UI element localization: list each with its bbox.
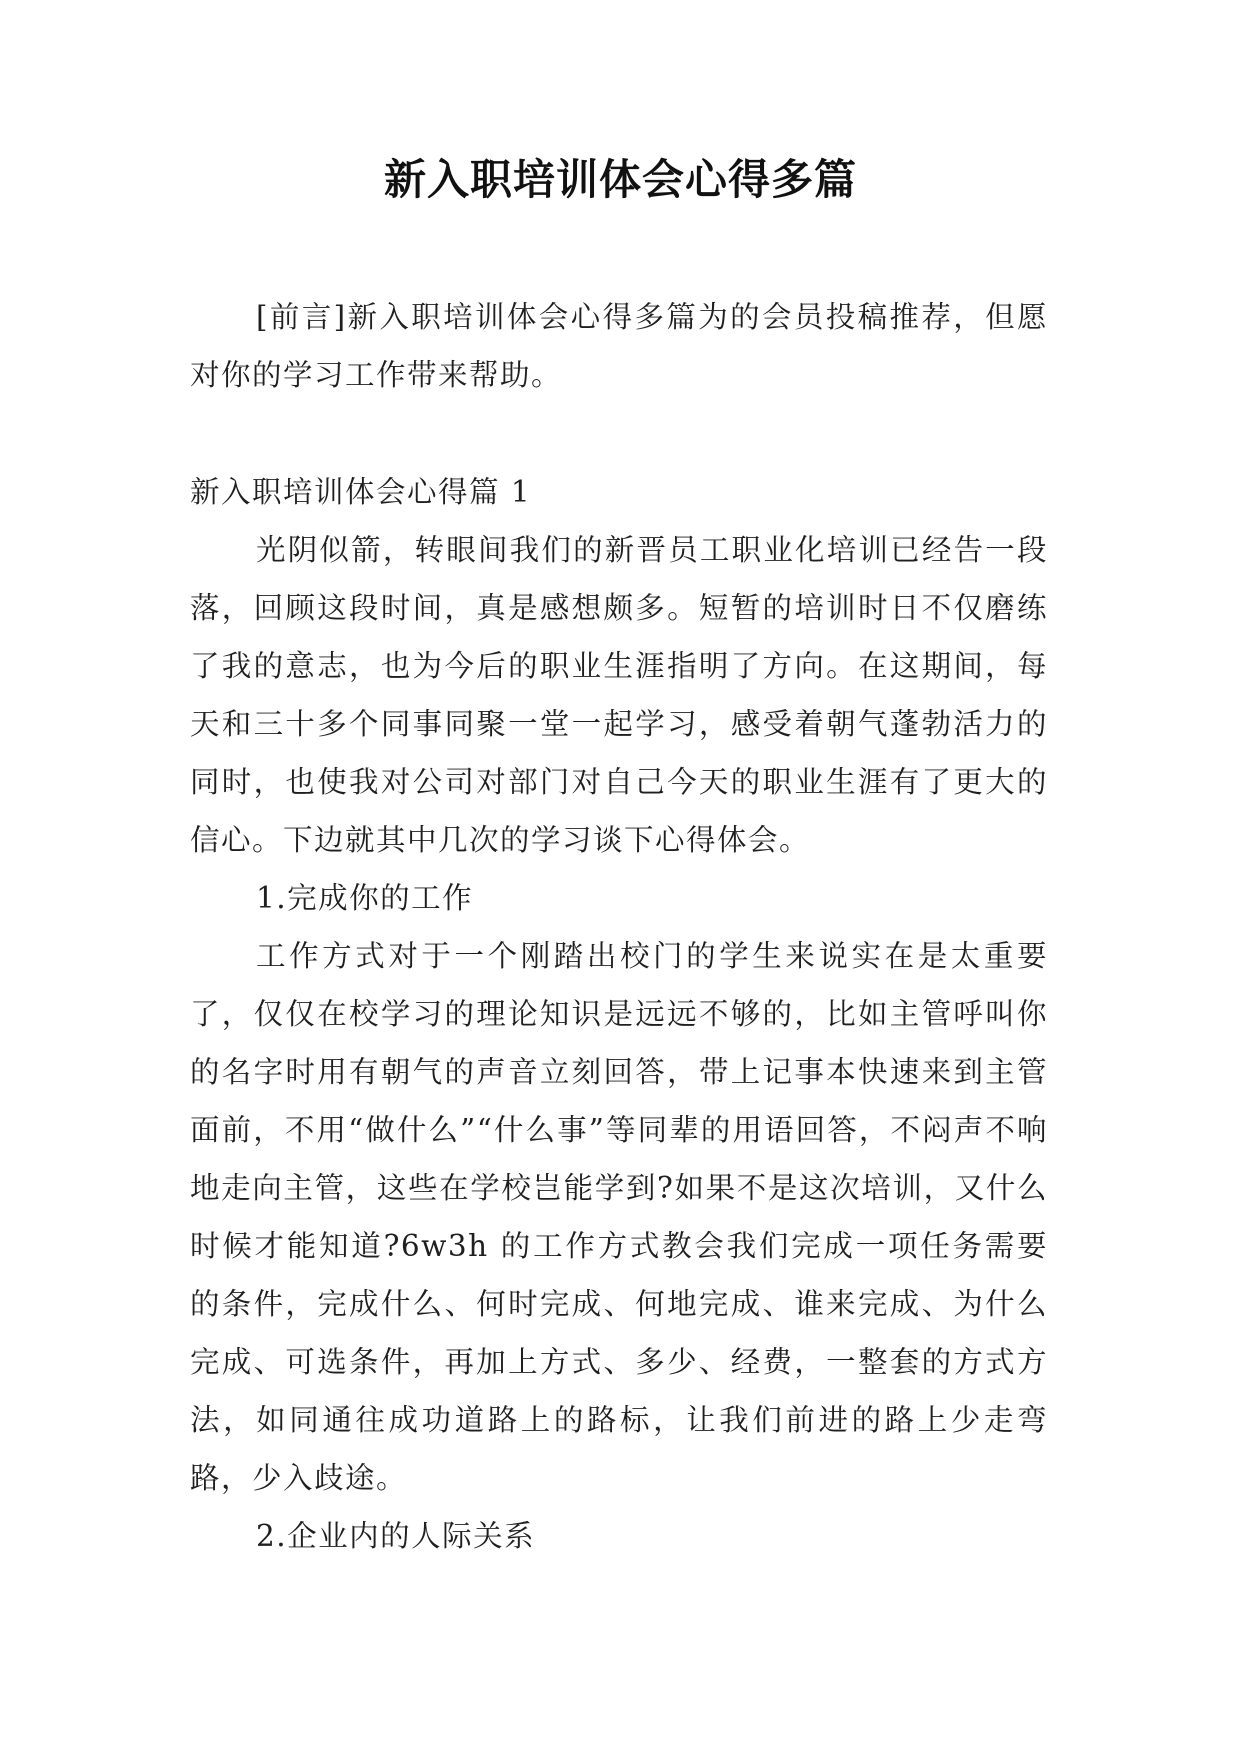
subheading-1: 1.完成你的工作 xyxy=(256,881,474,915)
subheading-2: 2.企业内的人际关系 xyxy=(256,1519,536,1553)
preface-paragraph: [前言]新入职培训体会心得多篇为的会员投稿推荐，但愿对你的学习工作带来帮助。 xyxy=(190,300,1048,392)
body-paragraph-1: 光阴似箭，转眼间我们的新晋员工职业化培训已经告一段落，回顾这段时间，真是感想颇多。短暂的培训时日不仅磨练了我的意志，也为今后的职业生涯指明了方向。在这期间，每天和三十多个同事同聚一堂一起学习，感受着朝气蓬勃活力的同时，也使我对公司对部门对自己今天的职业生涯有了更大的信心。下边就其中几次的学习谈下心得体会。 xyxy=(190,533,1048,857)
section-title: 新入职培训体会心得篇 1 xyxy=(190,475,532,509)
body-paragraph-2: 工作方式对于一个刚踏出校门的学生来说实在是太重要了，仅仅在校学习的理论知识是远远不够的，比如主管呼叫你的名字时用有朝气的声音立刻回答，带上记事本快速来到主管面前，不用“做什么”“什么事”等同辈的用语回答，不闷声不响地走向主管，这些在学校岂能学到?如果不是这次培训，又什么时候才能知道?6w3h 的工作方式教会我们完成一项任务需要的条件，完成什么、何时完成、何地完成、谁来完成、为什么完成、可选条件，再加上方式、多少、经费，一整套的方式方法，如同通往成功道路上的路标，让我们前进的路上少走弯路，少入歧途。 xyxy=(190,939,1048,1495)
document-title: 新入职培训体会心得多篇 xyxy=(383,155,857,204)
